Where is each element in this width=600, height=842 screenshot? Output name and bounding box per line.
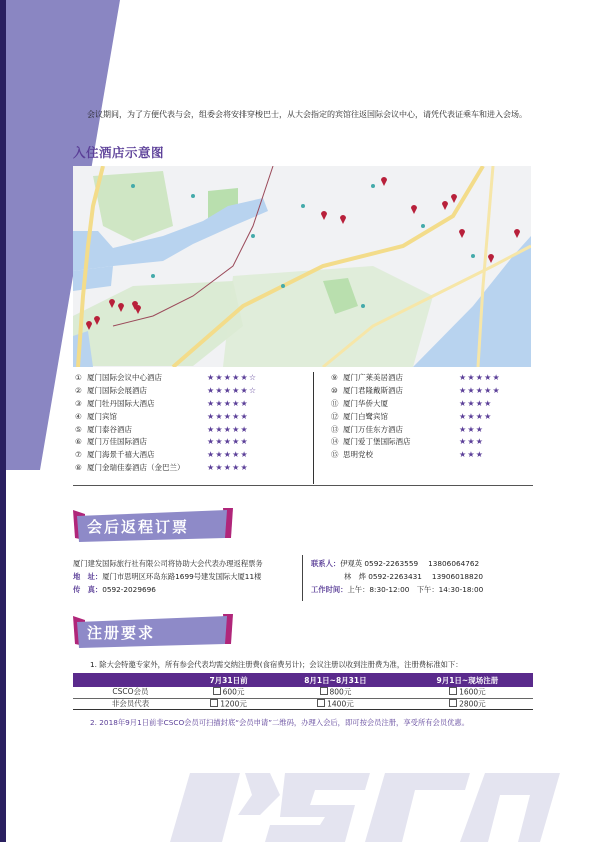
fee-cell [402,687,533,698]
hotel-name: 厦门万佳东方酒店 [343,424,403,434]
hotel-number: ④ [75,411,82,421]
hotel-number: ① [75,373,82,382]
fax-label: 传 真： [73,585,103,594]
hotel-name: 厦门白鹭宾馆 [343,411,388,421]
hotel-item [331,411,531,424]
hotel-map[interactable] [73,166,531,367]
hotel-name: 厦门泰谷酒店 [87,424,132,434]
fee-value: 2800元 [459,699,486,708]
contact-info [311,557,541,596]
star-rating-icon: ★★★★ [459,398,493,408]
registration-note-1: 1. 除大会特邀专家外，所有参会代表均需交纳注册费(食宿费另计)；会议注册以收到注册费为准，注册费标准如下： [90,660,463,669]
contact-label: 联系人： [311,559,341,568]
fee-value: 800元 [329,687,352,697]
agency-name: 厦门建发国际旅行社有限公司将协助大会代表办理返程票务 [73,559,263,568]
hotel-item [331,398,531,411]
fee-cell [188,698,269,710]
hotel-number: ⑫ [331,411,339,421]
hotel-item [331,436,531,449]
contact-row [311,570,541,583]
checkbox-icon [213,687,221,695]
contact-row [311,557,541,570]
registration-fee-table [73,673,533,710]
checkbox-icon [449,687,457,695]
hotel-number: ⑤ [75,424,82,434]
hotel-name: 厦门海景千禧大酒店 [87,450,155,460]
star-rating-icon: ★★★★★ [207,437,249,447]
hotel-number: ② [75,385,82,395]
table-header-blank [73,673,188,687]
contact-mobile: 13906018820 [431,572,483,581]
fee-cell [269,698,402,710]
fee-value: 1600元 [459,687,486,697]
hours-value: 上午：8:30-12:00 下午：14:30-18:00 [347,585,484,594]
hotel-number: ⑪ [331,398,339,408]
hotel-item [331,372,531,385]
hotel-item [75,449,305,462]
contact-mobile: 13806064762 [428,559,480,568]
checkbox-icon [210,699,218,707]
hotel-item [75,436,305,449]
hotel-name: 厦门国际会展酒店 [87,385,147,395]
hotel-name: 厦门万佳国际酒店 [87,437,147,447]
checkbox-icon [449,699,457,707]
table-header-onsite: 9月1日~现场注册 [402,673,533,687]
registration-note-2: 2. 2018年9月1日前非CSCO会员可扫描封底“会员申请”二维码，办理入会后，即可按会员注册，享受所有会员优惠。 [90,718,470,727]
hotel-item [331,424,531,437]
table-row [73,698,533,710]
hotel-number: ⑭ [331,437,339,447]
hotel-number: ⑦ [75,450,82,460]
table-row [73,687,533,698]
hotel-number: ⑩ [331,385,338,395]
star-rating-icon: ★★★★★ [207,463,249,473]
table-header-august: 8月1日~8月31日 [269,673,402,687]
hotel-name: 厦门君隆戴斯酒店 [343,385,403,395]
hotel-item [75,385,305,398]
fee-value: 1400元 [327,699,354,708]
contact-phone: 0592-2263559 [364,559,419,568]
hours-label: 工作时间： [311,585,348,594]
hotel-name: 厦门华侨大厦 [343,398,388,408]
agency-info [73,557,303,596]
star-rating-icon: ★★★★★ [207,450,249,460]
agency-address-row [73,570,303,583]
hotel-item [75,462,305,475]
hotel-number: ③ [75,398,82,408]
section-divider [73,485,533,486]
star-rating-icon: ★★★★★☆ [207,385,258,395]
return-ticket-banner [73,508,233,542]
hotel-name: 厦门宾馆 [87,411,117,421]
hotel-item [75,424,305,437]
star-rating-icon: ★★★★★ [207,411,249,421]
star-rating-icon: ★★★★★ [207,424,249,434]
map-graphic [73,166,531,367]
hours-row [311,583,541,596]
hotel-number: ⑬ [331,424,339,434]
hotel-item [331,385,531,398]
star-rating-icon: ★★★★★ [459,385,501,395]
hotel-name: 厦门广莱美居酒店 [343,373,403,382]
fee-cell [402,698,533,710]
hotel-name: 思明党校 [343,450,373,460]
fee-value: 1200元 [220,699,247,708]
hotel-list [73,372,531,482]
checkbox-icon [317,699,325,707]
intro-text: 会议期间，为了方便代表与会，组委会将安排穿梭巴士，从大会指定的宾馆往返国际会议中心，请凭代表证乘车和进入会场。 [87,110,527,119]
row-label: 非会员代表 [73,698,188,710]
hotel-name: 厦门牡丹国际大酒店 [87,398,155,408]
hotel-item [75,372,305,385]
registration-title: 注册要求 [87,624,156,642]
hotel-number: ⑥ [75,437,82,447]
fax-value: 0592-2029696 [102,585,156,594]
hotel-name: 厦门国际会议中心酒店 [87,373,162,382]
hotel-item [75,411,305,424]
star-rating-icon: ★★★★★ [459,373,501,382]
contact-name: 伊观英 [340,559,363,568]
address-value: 厦门市思明区环岛东路1699号建发国际大厦11楼 [102,572,262,581]
fee-cell [269,687,402,698]
star-rating-icon: ★★★★★☆ [207,373,258,382]
star-rating-icon: ★★★★★ [207,398,249,408]
fee-value: 600元 [222,687,245,697]
hotel-list-right [331,372,531,462]
table-header-row [73,673,533,687]
info-divider [302,555,303,601]
row-label: CSCO会员 [73,687,188,698]
contact-phone: 0592-2263431 [368,572,422,581]
intro-paragraph [73,108,533,121]
return-ticket-title: 会后返程订票 [87,518,190,536]
hotel-name: 厦门金瑞佳泰酒店（金巴兰） [87,463,185,473]
registration-banner [73,614,233,648]
fee-cell [188,687,269,698]
hotel-item [331,449,531,462]
contact-name: 林 烨 [344,572,366,581]
star-rating-icon: ★★★ [459,437,485,447]
hotel-item [75,398,305,411]
hotel-number: ⑧ [75,463,82,473]
star-rating-icon: ★★★ [459,450,485,460]
table-header-early: 7月31日前 [188,673,269,687]
hotel-map-heading: 入住酒店示意图 [73,145,165,160]
star-rating-icon: ★★★★ [459,411,493,421]
hotel-list-left [75,372,305,475]
hotel-list-divider [313,372,314,484]
agency-fax-row [73,583,303,596]
hotel-name: 厦门爱丁堡国际酒店 [343,437,411,447]
address-label: 地 址： [73,572,103,581]
hotel-number: ⑮ [331,450,339,460]
checkbox-icon [320,687,328,695]
star-rating-icon: ★★★ [459,424,485,434]
hotel-number: ⑨ [331,373,338,382]
